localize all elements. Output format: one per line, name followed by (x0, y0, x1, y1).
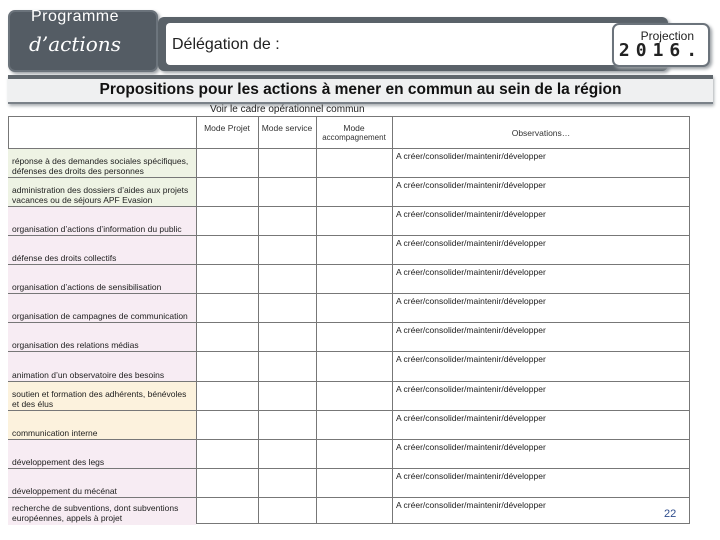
table-row (8, 410, 690, 440)
row-observation[interactable]: A créer/consolider/maintenir/développer (396, 325, 546, 335)
row-label-text: administration des dossiers d’aides aux projets vacances ou de séjours APF Evasion (12, 185, 189, 205)
row-observation[interactable]: A créer/consolider/maintenir/développer (396, 180, 546, 190)
row-observation[interactable]: A créer/consolider/maintenir/développer (396, 413, 546, 423)
subtitle-link[interactable]: Voir le cadre opérationnel commun (210, 104, 365, 115)
table-row (8, 468, 690, 498)
projection-label: Projection (640, 29, 694, 43)
row-observation[interactable]: A créer/consolider/maintenir/développer (396, 209, 546, 219)
row-observation[interactable]: A créer/consolider/maintenir/développer (396, 500, 546, 510)
row-label-text: défense des droits collectifs (12, 253, 117, 263)
header-mode-accompagnement (316, 123, 392, 143)
table-row (8, 351, 690, 382)
row-observation[interactable]: A créer/consolider/maintenir/développer (396, 267, 546, 277)
row-label-text: animation d’un observatoire des besoins (12, 370, 165, 380)
header-mode-accompagnement-line2: accompagnement (322, 133, 386, 142)
row-label (8, 207, 196, 236)
table-row (8, 206, 690, 236)
row-observation[interactable]: A créer/consolider/maintenir/développer (396, 471, 546, 481)
row-label (8, 469, 196, 498)
row-label-text: communication interne (12, 428, 98, 438)
header-mode-service: Mode service (261, 123, 313, 133)
row-label (8, 498, 196, 525)
table-row (8, 322, 690, 352)
row-label-text: recherche de subventions, dont subventions européennes, appels à projet (12, 503, 179, 523)
table-row (8, 264, 690, 294)
row-label (8, 236, 196, 265)
header-mode-projet: Mode Projet (204, 123, 250, 133)
row-label-text: organisation d’actions de sensibilisation (12, 282, 162, 292)
row-label (8, 440, 196, 469)
row-label (8, 411, 196, 440)
row-label (8, 323, 196, 352)
row-label-text: développement des legs (12, 457, 105, 467)
table-row (8, 497, 690, 525)
row-observation[interactable]: A créer/consolider/maintenir/développer (396, 442, 546, 452)
row-observation[interactable]: A créer/consolider/maintenir/développer (396, 384, 546, 394)
table-row (8, 177, 690, 207)
row-label-text: organisation de campagnes de communication (12, 311, 188, 321)
row-label (8, 352, 196, 382)
row-observation[interactable]: A créer/consolider/maintenir/développer (396, 151, 546, 161)
row-label (8, 294, 196, 323)
row-label (8, 149, 196, 178)
header-observations: Observations… (511, 128, 571, 138)
row-label-text: réponse à des demandes sociales spécifiques, défenses des droits des personnes (12, 156, 189, 176)
page-number: 22 (664, 508, 677, 520)
delegation-label: Délégation de : (172, 36, 280, 53)
table-row (8, 148, 690, 178)
badge-title-line1: Programme (30, 8, 120, 25)
row-label (8, 382, 196, 411)
row-observation[interactable]: A créer/consolider/maintenir/développer (396, 354, 546, 364)
table-row (8, 381, 690, 411)
page-title: Propositions pour les actions à mener en commun au sein de la région (99, 81, 622, 98)
projection-year: 2016. (618, 40, 704, 61)
table-row (8, 235, 690, 265)
badge-title-line2: d’actions (29, 32, 121, 56)
header-mode-accompagnement-line1: Mode (343, 123, 365, 133)
row-label (8, 178, 196, 207)
row-label-text: développement du mécénat (12, 486, 117, 496)
row-label-text: organisation des relations médias (12, 340, 139, 350)
table-row (8, 439, 690, 469)
row-observation[interactable]: A créer/consolider/maintenir/développer (396, 238, 546, 248)
table-row (8, 293, 690, 323)
row-observation[interactable]: A créer/consolider/maintenir/développer (396, 296, 546, 306)
row-label-text: organisation d’actions d’information du public (12, 224, 182, 234)
row-label (8, 265, 196, 294)
row-label-text: soutien et formation des adhérents, bénévoles et des élus (12, 389, 187, 409)
